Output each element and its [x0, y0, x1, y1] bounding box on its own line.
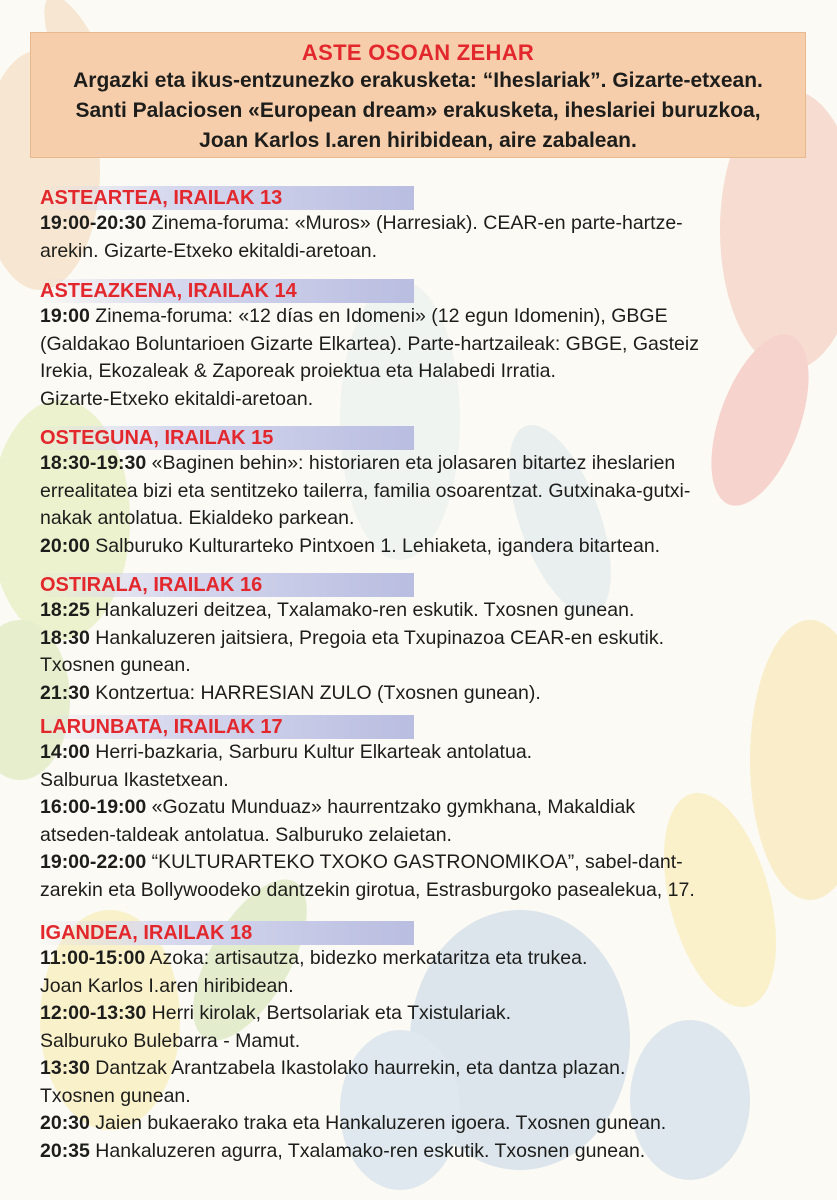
day-header [38, 573, 414, 597]
day-section-thursday [38, 426, 814, 560]
event-text: Dantzak Arantzabela Ikastolako haurrekin, eta dantza plazan. Txosnen gunean. [40, 1057, 626, 1107]
event-item [40, 533, 814, 561]
banner-line: Santi Palaciosen «European dream» erakusketa, iheslariei buruzkoa, [75, 99, 761, 122]
event-text: Salburuko Kulturarteko Pintxoen 1. Lehiaketa, igandera bitartean. [89, 534, 661, 557]
day-section-wednesday [38, 279, 814, 413]
day-header [38, 279, 414, 303]
day-header [38, 921, 414, 945]
event-time: 20:30 [40, 1112, 90, 1134]
event-time: 18:25 [40, 599, 90, 621]
event-text: Herri-bazkaria, Sarburu Kultur Elkarteak antolatua. Salburua Ikastetxean. [40, 741, 533, 791]
event-text: Azoka: artisautza, bidezko merkataritza eta trukea. Joan Karlos I.aren hiribidean. [40, 947, 588, 997]
event-text: Zinema-foruma: «Muros» (Harresiak). CEAR-en parte-hartze- arekin. Gizarte-Etxeko ekitaldi-aretoan. [40, 212, 683, 262]
banner-line: Joan Karlos I.aren hiribidean, aire zabalean. [199, 129, 637, 152]
event-item [40, 680, 814, 708]
event-time: 11:00-15:00 [40, 947, 146, 969]
event-time: 18:30 [40, 626, 90, 649]
event-time: 13:30 [40, 1057, 90, 1079]
event-time: 16:00-19:00 [40, 796, 147, 818]
event-text: Herri kirolak, Bertsolariak eta Txistulariak. Salburuko Bulebarra - Mamut. [40, 1002, 512, 1052]
event-item [40, 849, 814, 904]
event-time: 14:00 [40, 741, 90, 763]
event-text: Zinema-foruma: «12 días en Idomeni» (12 egun Idomenin), GBGE (Galdakao Boluntarioen Gizarte Elkartea). Parte-hartzaileak: GBGE, Gasteiz Irekia, Ekozaleak & Zaporeak proiektua eta Halabedi Irratia. Gizarte-Etxeko ekitaldi-aretoan. [40, 305, 699, 410]
day-title: OSTIRALA, IRAILAK 16 [40, 574, 263, 596]
event-item [40, 1110, 814, 1138]
day-header [38, 426, 414, 450]
event-text: «Gozatu Munduaz» haurrentzako gymkhana, Makaldiak atseden-taldeak antolatua. Salburuko zelaietan. [40, 796, 636, 846]
banner-title: ASTE OSOAN ZEHAR [301, 40, 535, 65]
event-time: 18:30-19:30 [40, 452, 147, 474]
event-text: Hankaluzeren jaitsiera, Pregoia eta Txupinazoa CEAR-en eskutik. Txosnen gunean. [40, 626, 664, 676]
event-time: 19:00-20:30 [40, 212, 147, 234]
day-title: IGANDEA, IRAILAK 18 [40, 922, 253, 944]
event-item [40, 303, 814, 413]
day-title: ASTEARTEA, IRAILAK 13 [40, 187, 283, 209]
event-item [40, 597, 814, 625]
day-section-saturday [38, 715, 814, 904]
day-title: LARUNBATA, IRAILAK 17 [40, 716, 283, 738]
day-section-sunday [38, 921, 814, 1165]
event-item [40, 1055, 814, 1110]
event-text: “KULTURARTEKO TXOKO GASTRONOMIKOA”, sabel-dant- zarekin eta Bollywoodeko dantzekin girotua, Estrasburgoko pasealekua, 17. [40, 851, 695, 901]
banner-line: Argazki eta ikus-entzunezko erakusketa: “Iheslariak”. Gizarte-etxean. [73, 69, 763, 92]
event-text: Hankaluzeri deitzea, Txalamako-ren eskutik. Txosnen gunean. [89, 599, 635, 621]
all-week-banner [30, 32, 806, 158]
day-title: OSTEGUNA, IRAILAK 15 [40, 427, 274, 449]
event-time: 12:00-13:30 [40, 1002, 147, 1024]
event-time: 20:00 [40, 534, 90, 557]
day-title: ASTEAZKENA, IRAILAK 14 [40, 280, 297, 302]
day-header [38, 715, 414, 739]
event-item [40, 945, 814, 1000]
event-text: Kontzertua: HARRESIAN ZULO (Txosnen gunean). [89, 681, 541, 704]
event-time: 21:30 [40, 681, 90, 704]
event-time: 20:35 [40, 1139, 90, 1162]
event-text: Jaien bukaerako traka eta Hankaluzeren igoera. Txosnen gunean. [89, 1112, 667, 1134]
event-time: 19:00 [40, 305, 90, 327]
event-item [40, 450, 814, 533]
event-item [40, 739, 814, 794]
event-item [40, 794, 814, 849]
event-time: 19:00-22:00 [40, 851, 147, 873]
day-header [38, 186, 414, 210]
event-text: «Baginen behin»: historiaren eta jolasaren bitartez iheslarien errealitatea bizi eta sentitzeko tailerra, familia osoarentzat. Gutxinaka-gutxi- nakak antolatua. Ekialdeko parkean. [40, 452, 691, 529]
day-section-friday [38, 573, 814, 707]
event-item [40, 1000, 814, 1055]
day-section-tuesday [38, 186, 814, 265]
event-item [40, 625, 814, 680]
event-item [40, 1138, 814, 1166]
event-text: Hankaluzeren agurra, Txalamako-ren eskutik. Txosnen gunean. [89, 1139, 646, 1162]
event-item [40, 210, 814, 265]
